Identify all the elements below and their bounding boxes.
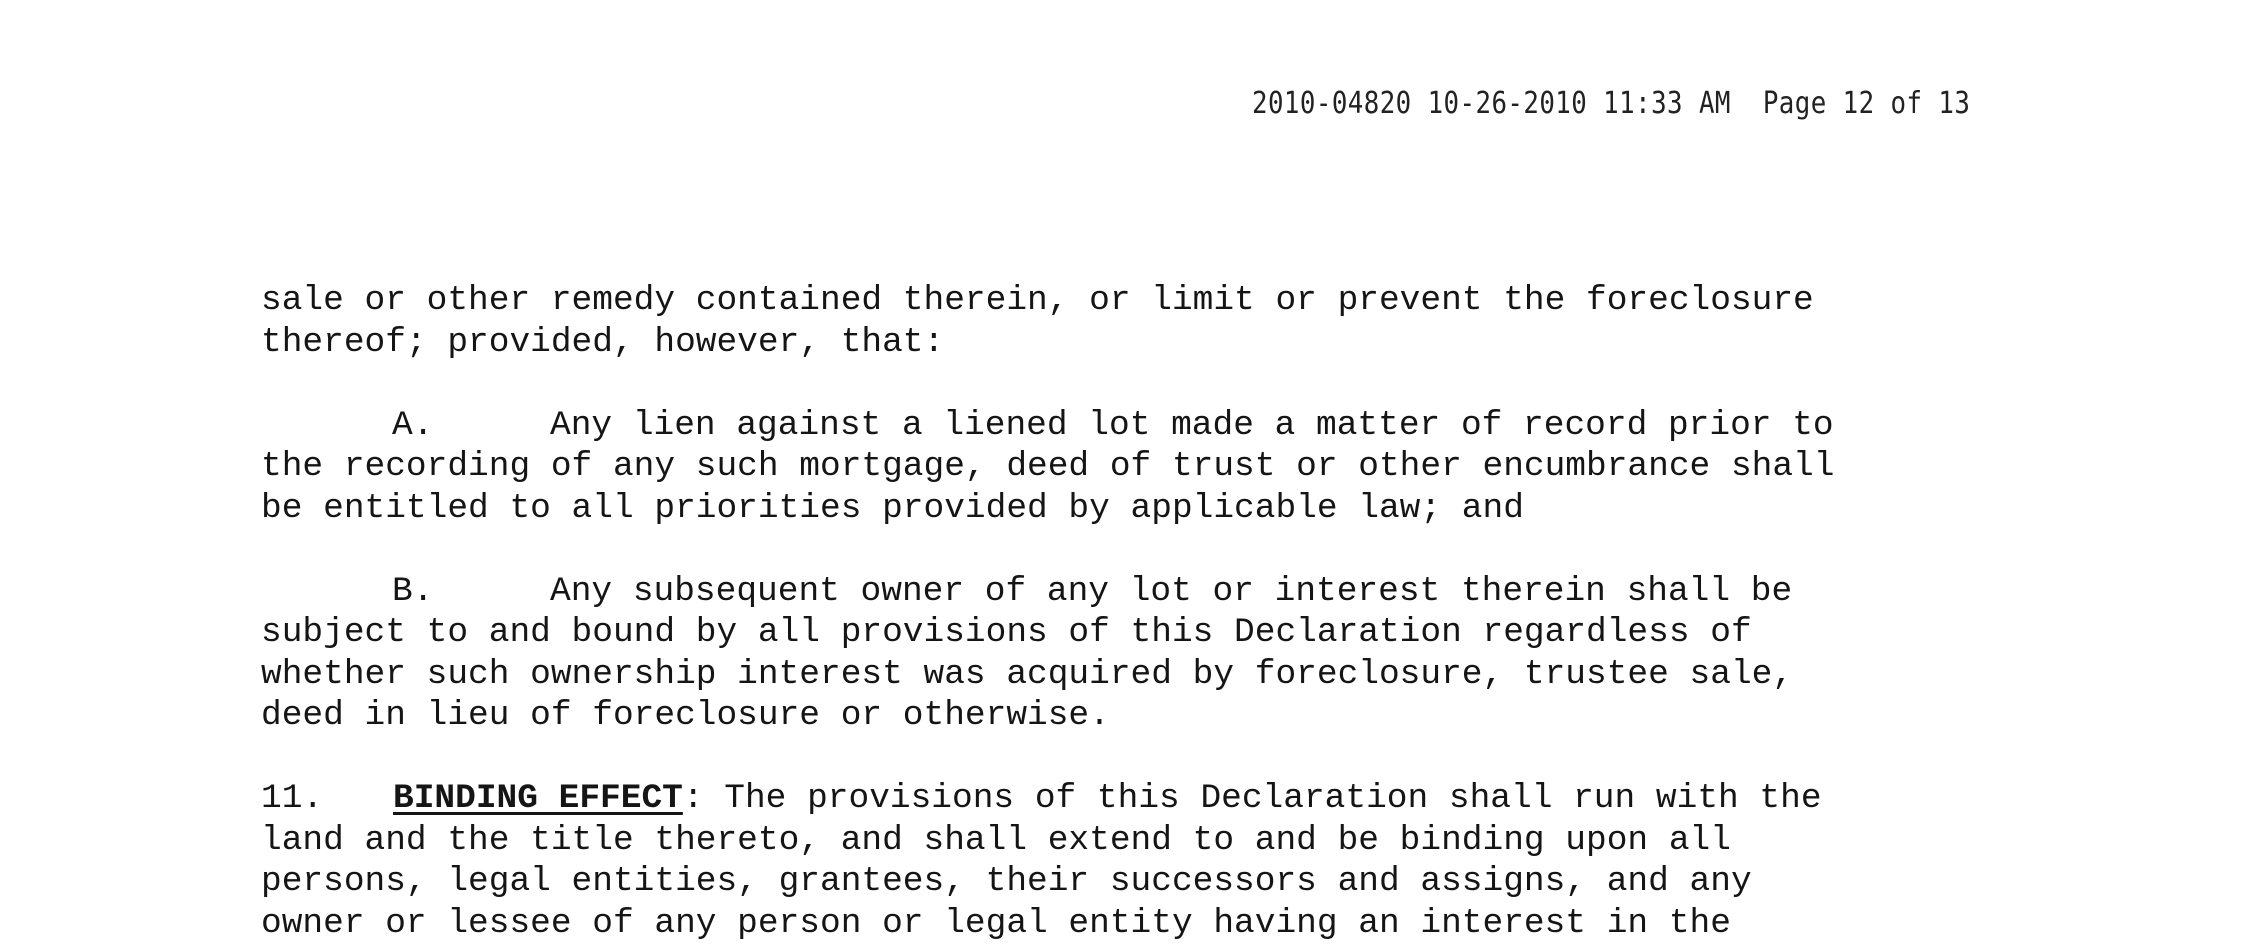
paragraph-gap (261, 529, 2161, 571)
item-b-line: subject to and bound by all provisions of this Declaration regardless of (261, 612, 2161, 654)
item-a-line: be entitled to all priorities provided by applicable law; and (261, 488, 2161, 530)
section-11-text: : The provisions of this Declaration shall run with the (683, 779, 1822, 818)
item-b-first-line (261, 571, 2161, 613)
item-b-label: B. (392, 571, 550, 613)
intro-line: sale or other remedy contained therein, or limit or prevent the foreclosure (261, 280, 2161, 322)
item-a-label: A. (392, 405, 550, 447)
recording-stamp: 2010-04820 10-26-2010 11:33 AM Page 12 of 13 (1252, 86, 1970, 121)
section-11-first-line (261, 778, 2161, 820)
item-a-first-line (261, 405, 2161, 447)
paragraph-gap (261, 363, 2161, 405)
item-b-line: whether such ownership interest was acquired by foreclosure, trustee sale, (261, 654, 2161, 696)
item-a-text: Any lien against a liened lot made a matter of record prior to (550, 406, 1834, 445)
item-b-line: deed in lieu of foreclosure or otherwise. (261, 695, 2161, 737)
paragraph-gap (261, 737, 2161, 779)
section-11-number: 11. (261, 778, 393, 820)
section-11-line: owner or lessee of any person or legal entity having an interest in the (261, 903, 2161, 944)
section-11-heading: BINDING EFFECT (393, 779, 683, 818)
item-a-line: the recording of any such mortgage, deed of trust or other encumbrance shall (261, 446, 2161, 488)
document-body (261, 280, 2161, 944)
section-11-line: persons, legal entities, grantees, their successors and assigns, and any (261, 861, 2161, 903)
item-b-text: Any subsequent owner of any lot or interest therein shall be (550, 572, 1792, 611)
section-11-line: land and the title thereto, and shall extend to and be binding upon all (261, 820, 2161, 862)
intro-line: thereof; provided, however, that: (261, 322, 2161, 364)
